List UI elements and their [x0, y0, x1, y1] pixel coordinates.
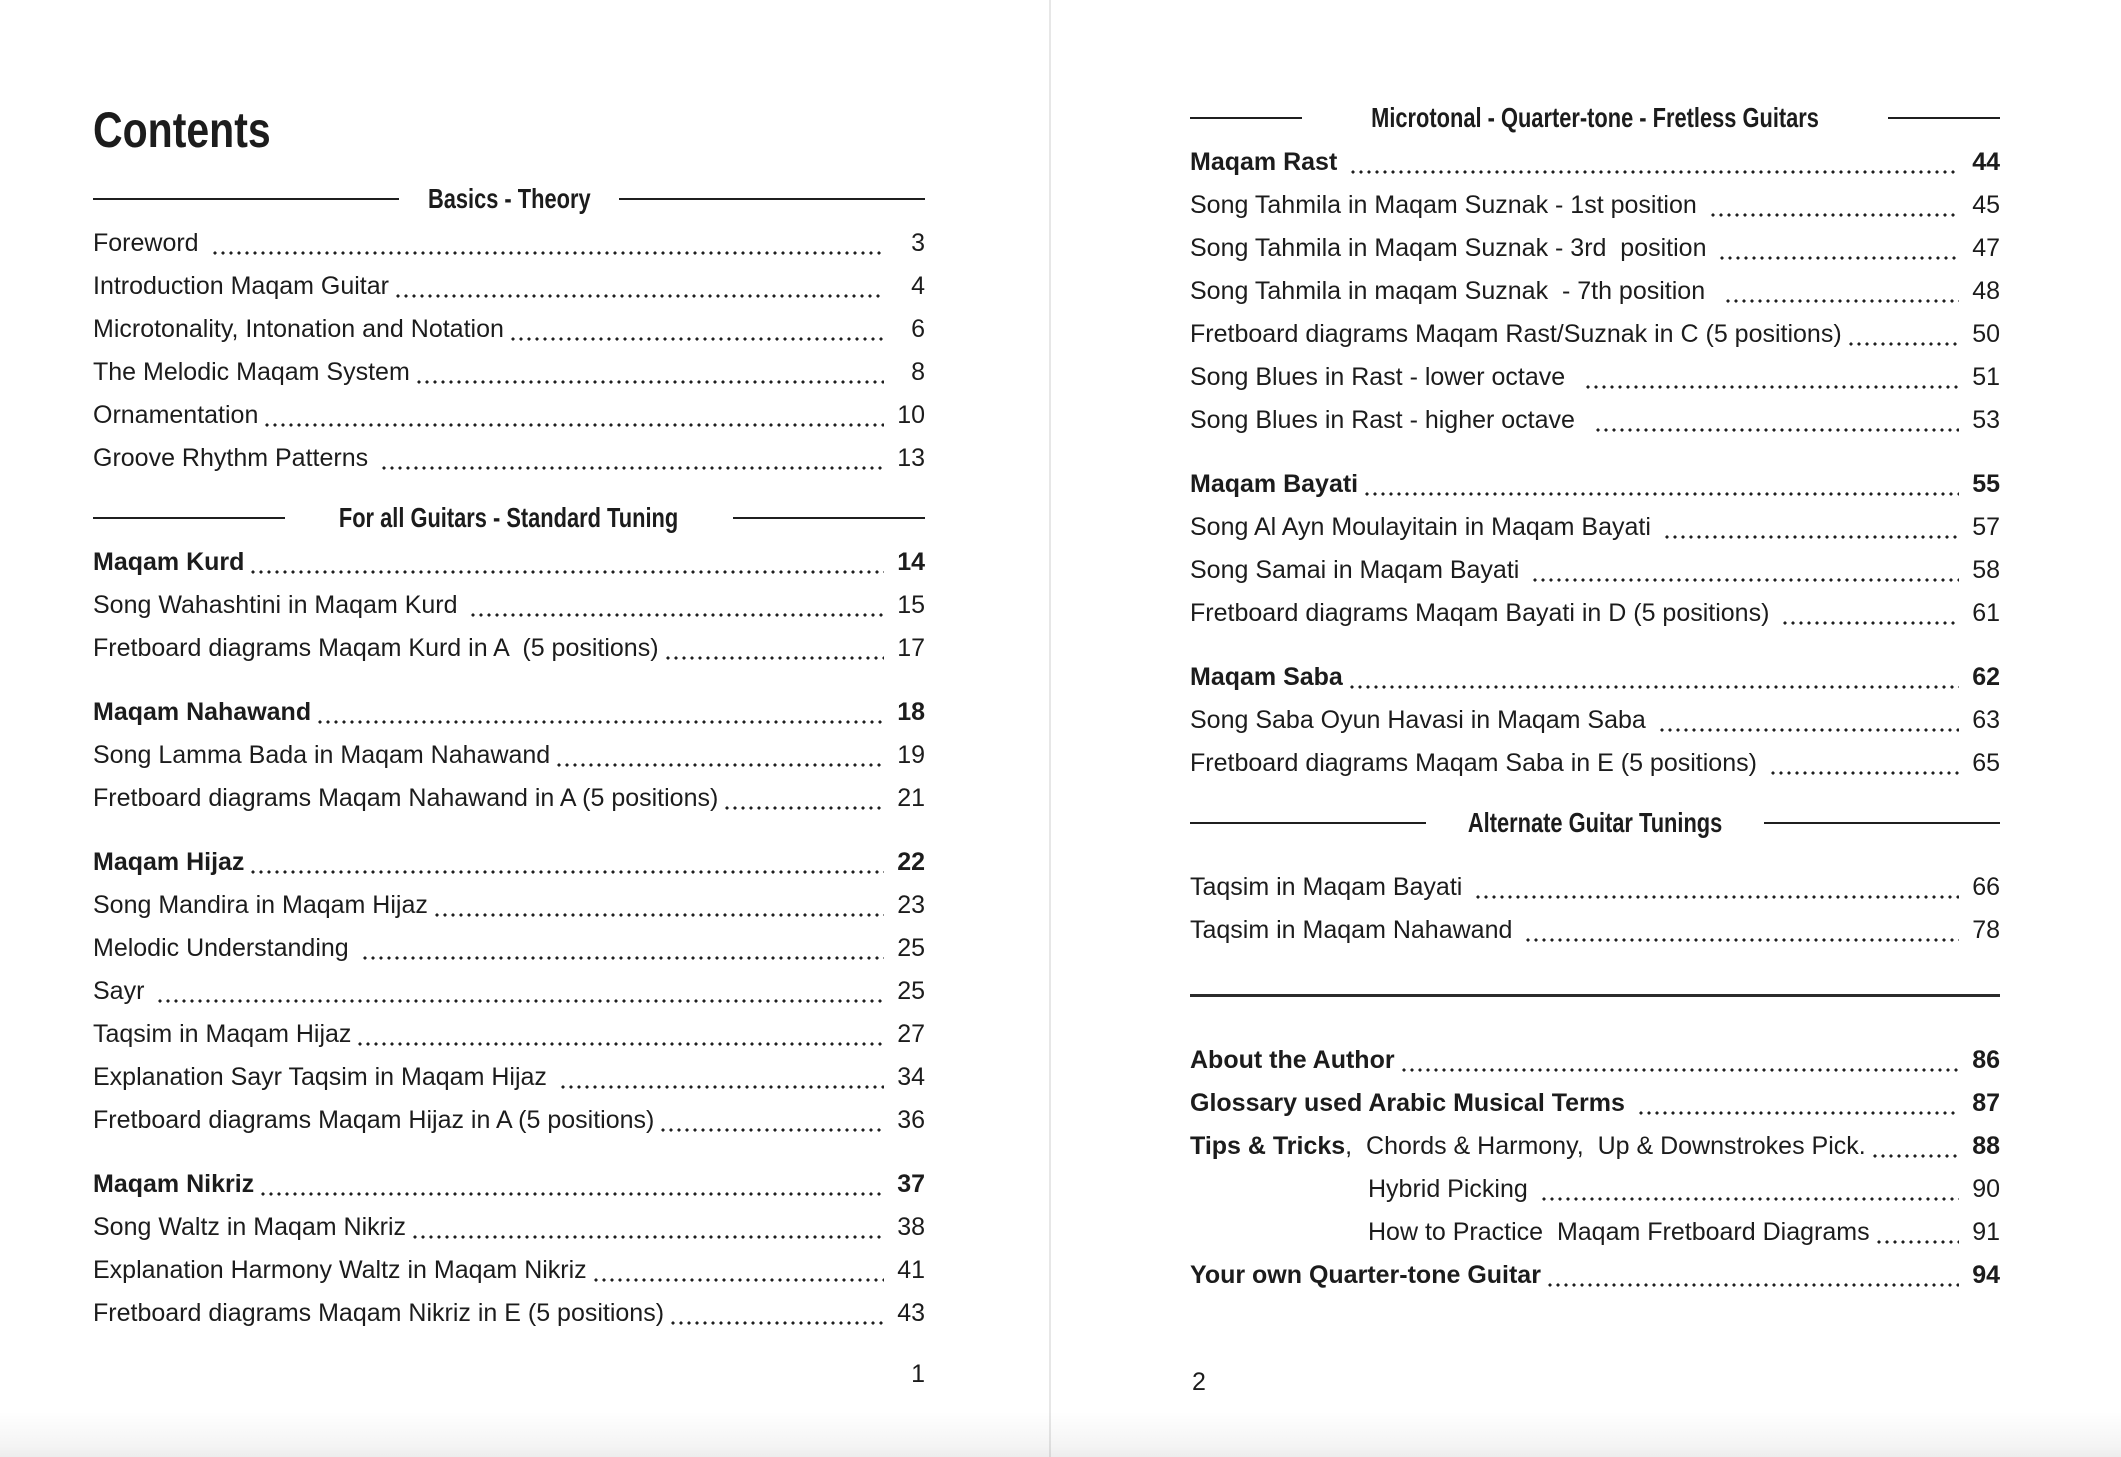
toc-entry [1190, 1039, 2000, 1082]
entry-page-number: 13 [897, 444, 925, 472]
toc-entry [1190, 1082, 2000, 1125]
dot-leader [1769, 742, 1959, 785]
toc-entry [93, 222, 925, 265]
entry-page-number: 17 [897, 634, 925, 662]
section-heading-label: Microtonal - Quarter-tone - Fretless Guitars [1371, 102, 1819, 133]
heading-rule-left [1190, 822, 1426, 824]
dot-leader [1400, 1039, 1959, 1082]
section-heading [1190, 101, 2000, 135]
dot-leader [1847, 313, 1959, 356]
section-heading [93, 501, 925, 535]
toc-entry [93, 437, 925, 480]
entry-page-number: 41 [897, 1256, 925, 1284]
entry-page-number: 27 [897, 1020, 925, 1048]
entry-label: Ornamentation [93, 401, 259, 429]
toc-entry [1190, 1125, 2000, 1168]
entry-label: Introduction Maqam Guitar [93, 272, 389, 300]
dot-leader [211, 222, 884, 265]
dot-leader [1524, 909, 1959, 952]
toc-entry [93, 1292, 925, 1335]
dot-leader [659, 1099, 884, 1142]
section-heading [1190, 806, 2000, 840]
folio-right: 2 [1192, 1368, 1206, 1396]
right-page [1190, 0, 2000, 1297]
toc-entry [93, 1099, 925, 1142]
heading-rule-right [733, 517, 925, 519]
toc-entry [1190, 463, 2000, 506]
left-page [93, 0, 925, 1335]
toc-entry [1190, 506, 2000, 549]
entry-label: Song Tahmila in Maqam Suznak - 1st position [1190, 191, 1704, 219]
entry-label: Maqam Nikriz [93, 1170, 255, 1198]
contents-title: Contents [93, 102, 271, 158]
toc-group [1190, 1039, 2000, 1297]
dot-leader [249, 541, 884, 584]
entry-label: Sayr [93, 977, 152, 1005]
dot-leader [411, 1206, 884, 1249]
toc-entry [93, 627, 925, 670]
entry-label: Song Waltz in Maqam Nikriz [93, 1213, 407, 1241]
dot-leader [415, 351, 884, 394]
toc-entry [1190, 313, 2000, 356]
entry-label: Hybrid Picking [1368, 1175, 1535, 1203]
entry-label: Fretboard diagrams Maqam Nahawand in A (5 positions) [93, 784, 719, 812]
toc-entry [93, 584, 925, 627]
entry-label: Explanation Harmony Waltz in Maqam Nikriz [93, 1256, 587, 1284]
toc-group [93, 222, 925, 480]
dot-leader [1546, 1254, 1959, 1297]
toc-entry [1190, 656, 2000, 699]
toc-entry [1190, 399, 2000, 442]
dot-leader [1584, 356, 1959, 399]
entry-page-number: 45 [1972, 191, 2000, 219]
folio-left: 1 [911, 1360, 925, 1388]
toc-section [93, 182, 925, 480]
toc-group [93, 541, 925, 670]
heading-rule-right [619, 198, 925, 200]
entry-label: Explanation Sayr Taqsim in Maqam Hijaz [93, 1063, 554, 1091]
entry-label: Microtonality, Intonation and Notation [93, 315, 504, 343]
entry-page-number: 65 [1972, 749, 2000, 777]
dot-leader [1594, 399, 1959, 442]
toc-entry [93, 691, 925, 734]
dot-leader [1718, 227, 1959, 270]
entry-page-number: 91 [1972, 1218, 2000, 1246]
entry-page-number: 90 [1972, 1175, 2000, 1203]
entry-page-number: 4 [911, 272, 925, 300]
toc-entry [93, 1056, 925, 1099]
dot-leader [1349, 141, 1959, 184]
entry-label: The Melodic Maqam System [93, 358, 410, 386]
entry-label: Song Tahmila in maqam Suznak - 7th position [1190, 277, 1719, 305]
entry-page-number: 23 [897, 891, 925, 919]
dot-leader [1871, 1125, 1959, 1168]
entry-page-number: 6 [911, 315, 925, 343]
entry-label: Fretboard diagrams Maqam Saba in E (5 positions) [1190, 749, 1764, 777]
dot-leader [361, 927, 884, 970]
entry-label: Song Mandira in Maqam Hijaz [93, 891, 428, 919]
entry-page-number: 47 [1972, 234, 2000, 262]
entry-page-number: 51 [1972, 363, 2000, 391]
toc-entry [1190, 184, 2000, 227]
toc-section [93, 501, 925, 1335]
entry-page-number: 94 [1972, 1261, 2000, 1289]
dot-leader [394, 265, 884, 308]
entry-label: Your own Quarter-tone Guitar [1190, 1261, 1541, 1289]
entry-page-number: 88 [1972, 1132, 2000, 1160]
entry-page-number: 48 [1972, 277, 2000, 305]
entry-page-number: 15 [897, 591, 925, 619]
dot-leader [1663, 506, 1959, 549]
dot-leader [1531, 549, 1959, 592]
entry-label: Maqam Bayati [1190, 470, 1359, 498]
entry-page-number: 66 [1972, 873, 2000, 901]
entry-page-number: 53 [1972, 406, 2000, 434]
entry-page-number: 87 [1972, 1089, 2000, 1117]
dot-leader [559, 1056, 884, 1099]
toc-entry [93, 394, 925, 437]
entry-label: Foreword [93, 229, 206, 257]
entry-page-number: 57 [1972, 513, 2000, 541]
entry-label: Song Blues in Rast - lower octave [1190, 363, 1580, 391]
horizontal-rule [1190, 994, 2000, 997]
entry-label: Maqam Hijaz [93, 848, 245, 876]
page-bottom-shadow [0, 1411, 2121, 1457]
entry-page-number: 63 [1972, 706, 2000, 734]
entry-label: Fretboard diagrams Maqam Hijaz in A (5 positions) [93, 1106, 655, 1134]
toc-entry [93, 351, 925, 394]
entry-label: Glossary used Arabic Musical Terms [1190, 1089, 1632, 1117]
dot-leader [1781, 592, 1959, 635]
section-heading-label: Alternate Guitar Tunings [1467, 807, 1723, 838]
entry-page-number: 62 [1972, 663, 2000, 691]
entry-label: Maqam Nahawand [93, 698, 312, 726]
entry-page-number: 3 [911, 229, 925, 257]
entry-page-number: 25 [897, 977, 925, 1005]
dot-leader [592, 1249, 884, 1292]
entry-page-number: 50 [1972, 320, 2000, 348]
entry-label: Maqam Saba [1190, 663, 1343, 691]
entry-label: Song Tahmila in Maqam Suznak - 3rd position [1190, 234, 1714, 262]
entry-page-number: 44 [1972, 148, 2000, 176]
toc-entry [93, 970, 925, 1013]
entry-page-number: 58 [1972, 556, 2000, 584]
entry-label: Melodic Understanding [93, 934, 356, 962]
dot-leader [249, 841, 884, 884]
entry-label: Maqam Rast [1190, 148, 1345, 176]
entry-page-number: 34 [897, 1063, 925, 1091]
toc-entry [93, 541, 925, 584]
entry-label: Taqsim in Maqam Hijaz [93, 1020, 352, 1048]
dot-leader [509, 308, 884, 351]
toc-group [1190, 866, 2000, 952]
toc-entry [1190, 549, 2000, 592]
toc-entry [1190, 1211, 2000, 1254]
entry-label: Fretboard diagrams Maqam Rast/Suznak in C (5 positions) [1190, 320, 1842, 348]
dot-leader [156, 970, 884, 1013]
heading-rule-right [1764, 822, 2000, 824]
entry-page-number: 36 [897, 1106, 925, 1134]
toc-section [1190, 994, 2000, 1297]
entry-page-number: 10 [897, 401, 925, 429]
entry-label: Song Lamma Bada in Maqam Nahawand [93, 741, 551, 769]
entry-page-number: 55 [1972, 470, 2000, 498]
entry-label: Fretboard diagrams Maqam Nikriz in E (5 positions) [93, 1299, 665, 1327]
dot-leader [1709, 184, 1959, 227]
toc-group [93, 691, 925, 820]
dot-leader [433, 884, 884, 927]
toc-group [1190, 141, 2000, 442]
dot-leader [263, 394, 884, 437]
entry-label: Tips & Tricks, Chords & Harmony, Up & Downstrokes Pick. [1190, 1132, 1866, 1160]
toc-entry [93, 777, 925, 820]
heading-rule-left [1190, 117, 1302, 119]
entry-label: Song Wahashtini in Maqam Kurd [93, 591, 465, 619]
dot-leader [316, 691, 884, 734]
entry-page-number: 22 [897, 848, 925, 876]
entry-label: Song Blues in Rast - higher octave [1190, 406, 1589, 434]
toc-entry [93, 308, 925, 351]
toc-section [1190, 806, 2000, 952]
entry-page-number: 38 [897, 1213, 925, 1241]
toc-entry [93, 1163, 925, 1206]
section-heading-label: Basics - Theory [427, 183, 591, 214]
dot-leader [669, 1292, 884, 1335]
entry-page-number: 61 [1972, 599, 2000, 627]
entry-page-number: 25 [897, 934, 925, 962]
dot-leader [380, 437, 884, 480]
toc-entry [1190, 270, 2000, 313]
dot-leader [469, 584, 884, 627]
heading-rule-right [1888, 117, 2000, 119]
entry-page-number: 86 [1972, 1046, 2000, 1074]
dot-leader [723, 777, 884, 820]
dot-leader [1637, 1082, 1959, 1125]
dot-leader [1875, 1211, 1959, 1254]
dot-leader [356, 1013, 884, 1056]
entry-page-number: 19 [897, 741, 925, 769]
section-heading [93, 182, 925, 216]
dot-leader [1540, 1168, 1959, 1211]
entry-label: Fretboard diagrams Maqam Bayati in D (5 positions) [1190, 599, 1777, 627]
entry-label: Taqsim in Maqam Bayati [1190, 873, 1470, 901]
toc-group [1190, 463, 2000, 635]
toc-entry [1190, 356, 2000, 399]
entry-page-number: 18 [897, 698, 925, 726]
toc-group [93, 1163, 925, 1335]
toc-entry [1190, 909, 2000, 952]
toc-section [1190, 101, 2000, 785]
entry-page-number: 21 [897, 784, 925, 812]
entry-label: About the Author [1190, 1046, 1395, 1074]
dot-leader [1348, 656, 1959, 699]
toc-entry [93, 1206, 925, 1249]
entry-label: Fretboard diagrams Maqam Kurd in A (5 positions) [93, 634, 659, 662]
toc-group [93, 841, 925, 1142]
page-gutter [1049, 0, 1051, 1457]
toc-entry [1190, 866, 2000, 909]
toc-entry [1190, 592, 2000, 635]
toc-entry [93, 884, 925, 927]
dot-leader [664, 627, 884, 670]
dot-leader [259, 1163, 884, 1206]
section-heading-label: For all Guitars - Standard Tuning [339, 502, 679, 533]
entry-label: Maqam Kurd [93, 548, 245, 576]
toc-entry [1190, 1168, 2000, 1211]
entry-page-number: 14 [897, 548, 925, 576]
entry-page-number: 43 [897, 1299, 925, 1327]
toc-entry [93, 841, 925, 884]
entry-label: Song Al Ayn Moulayitain in Maqam Bayati [1190, 513, 1658, 541]
toc-entry [93, 1249, 925, 1292]
entry-label: Taqsim in Maqam Nahawand [1190, 916, 1520, 944]
entry-label: How to Practice Maqam Fretboard Diagrams [1368, 1218, 1870, 1246]
heading-rule-left [93, 517, 285, 519]
toc-entry [1190, 699, 2000, 742]
heading-rule-left [93, 198, 399, 200]
entry-label: Song Saba Oyun Havasi in Maqam Saba [1190, 706, 1653, 734]
toc-entry [93, 927, 925, 970]
toc-entry [93, 1013, 925, 1056]
dot-leader [1474, 866, 1959, 909]
entry-label: Song Samai in Maqam Bayati [1190, 556, 1527, 584]
toc-entry [93, 734, 925, 777]
dot-leader [1363, 463, 1959, 506]
entry-page-number: 37 [897, 1170, 925, 1198]
entry-label: Groove Rhythm Patterns [93, 444, 376, 472]
toc-entry [93, 265, 925, 308]
toc-entry [1190, 141, 2000, 184]
entry-page-number: 78 [1972, 916, 2000, 944]
entry-page-number: 8 [911, 358, 925, 386]
toc-entry [1190, 227, 2000, 270]
dot-leader [555, 734, 884, 777]
toc-entry [1190, 742, 2000, 785]
toc-group [1190, 656, 2000, 785]
dot-leader [1658, 699, 1959, 742]
dot-leader [1724, 270, 1959, 313]
toc-entry [1190, 1254, 2000, 1297]
